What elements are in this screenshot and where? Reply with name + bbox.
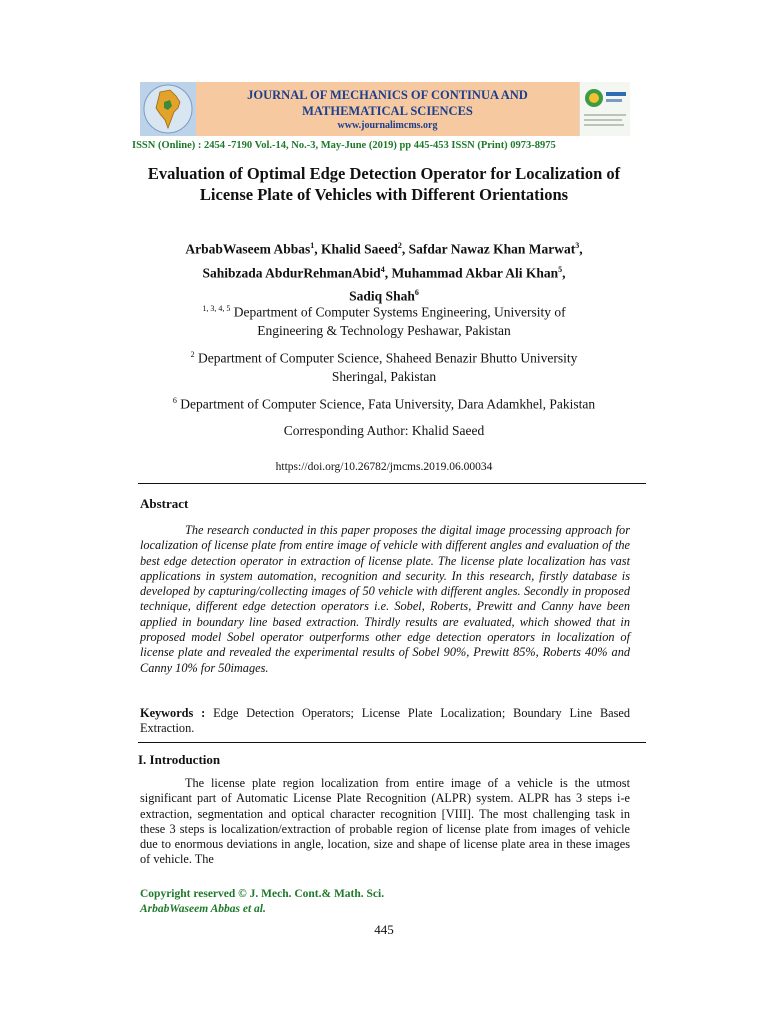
paper-title: Evaluation of Optimal Edge Detection Operator for Localization of License Plate of Vehicles with Different Orientations [147, 164, 621, 204]
divider-top [138, 483, 646, 484]
introduction-heading: I. Introduction [138, 752, 221, 767]
footer-author: ArbabWaseem Abbas et al. [140, 903, 266, 915]
affiliation-2 [120, 346, 648, 386]
author-sup: 1 [310, 241, 315, 250]
keywords-text: Edge Detection Operators; License Plate Localization; Boundary Line Based Extraction. [140, 706, 630, 736]
keywords-label: Keywords : [140, 706, 206, 720]
journal-url[interactable]: www.journalimcms.org [337, 119, 438, 131]
author-name: Sadiq Shah [349, 288, 415, 304]
abstract-text: The research conducted in this paper proposes the digital image processing approach for localization of license plate from entire image of vehicle with different angles and evaluation of the best edge detection operator in extraction of license plate. The license plate localization has vast applications in system automation, recognition and security. In this research, firstly database is developed by capturing/collecting images of 50 vehicle with different angles. Secondly in proposed technique, different edge detection operators i.e. Sobel, Roberts, Prewitt and Canny have been applied in boundary line based extraction. Thirdly results are evaluated, which showed that in proposed model Sobel operator outperforms other edge detection operators in localization of license plate and revealed the experimental results of Sobel 90%, Prewitt 85%, Roberts 40% and Canny 10% for 50images. [140, 523, 630, 675]
corresponding-author: Corresponding Author: Khalid Saeed [283, 423, 485, 438]
affiliation-sup: 6 [172, 396, 177, 405]
journal-logo-india-map [140, 82, 196, 136]
author-sup: 2 [397, 241, 402, 250]
journal-banner [140, 82, 630, 136]
author-name: Safdar Nawaz Khan Marwat [408, 241, 576, 257]
divider-bottom [138, 742, 646, 743]
affiliation-3 [120, 392, 648, 414]
affiliation-sup: 2 [190, 350, 195, 359]
issn-volume-line: ISSN (Online) : 2454 -7190 Vol.-14, No.-3, May-June (2019) pp 445-453 ISSN (Print) 0973-8975 [132, 140, 556, 151]
abstract-heading: Abstract [140, 496, 189, 511]
affiliation-line: Department of Computer Science, Shaheed Benazir Bhutto University [194, 350, 578, 366]
author-name: Muhammad Akbar Ali Khan [391, 265, 559, 280]
author-separator: , [579, 241, 583, 257]
affiliation-1 [120, 300, 648, 340]
doi-link[interactable]: https://doi.org/10.26782/jmcms.2019.06.00034 [275, 461, 493, 473]
author-separator: , [401, 241, 409, 257]
journal-logo-right [579, 82, 630, 136]
author-separator: , [314, 241, 321, 257]
author-sup: 6 [414, 288, 419, 297]
author-separator: , [384, 265, 392, 280]
introduction-text: The license plate region localization from entire image of a vehicle is the utmost significant part of Automatic License Plate Recognition (ALPR) system. ALPR has 3 steps i-e extraction, segmentation and optical character recognition [VIII]. The most challenging task in these 3 steps is localization/extraction of probable region of license plate from images of vehicle due to enormous deviations in angle, location, size and shape of license plate area in these images of vehicle. The [140, 776, 630, 867]
author-sup: 3 [575, 241, 580, 250]
author-sup: 4 [380, 264, 385, 274]
page-number: 445 [374, 922, 394, 937]
affiliation-line: Sheringal, Pakistan [331, 368, 437, 384]
author-list [120, 236, 648, 307]
footer-copyright-block [140, 887, 384, 917]
copyright-notice: Copyright reserved © J. Mech. Cont.& Math. Sci. [140, 888, 385, 900]
author-sup: 5 [558, 264, 563, 274]
journal-title-line2: MATHEMATICAL SCIENCES [302, 103, 473, 118]
author-name: Khalid Saeed [321, 241, 398, 257]
keywords [140, 706, 630, 737]
journal-banner-text [196, 82, 579, 136]
affiliation-line: Department of Computer Systems Engineering, University of [230, 304, 566, 320]
author-name: ArbabWaseem Abbas [185, 241, 311, 257]
author-name: Sahibzada AbdurRehmanAbid [202, 265, 381, 280]
affiliation-line: Department of Computer Science, Fata University, Dara Adamkhel, Pakistan [176, 396, 596, 412]
journal-title-line1: JOURNAL OF MECHANICS OF CONTINUA AND [247, 87, 528, 102]
author-separator: , [562, 265, 566, 280]
affiliation-sup: 1, 3, 4, 5 [202, 304, 231, 313]
affiliation-line: Engineering & Technology Peshawar, Pakistan [257, 322, 511, 338]
